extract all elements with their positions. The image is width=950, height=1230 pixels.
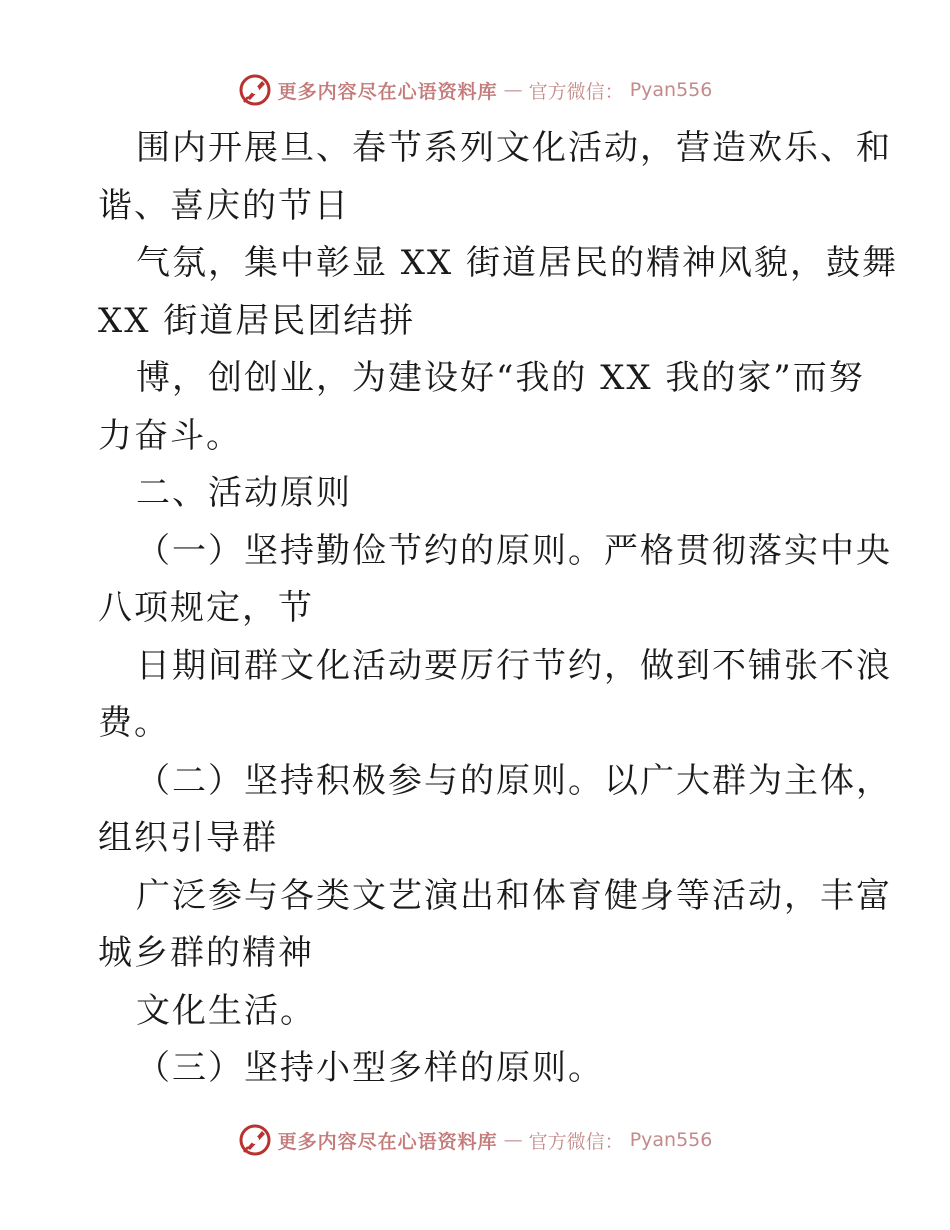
banner-wechat-id: Pyan556	[629, 79, 713, 101]
text-line: （二）坚持积极参与的原则。以广大群为主体，	[136, 760, 892, 801]
quill-pen-logo-icon	[238, 1123, 272, 1157]
text-line: 广泛参与各类文艺演出和体育健身等活动，丰富	[136, 875, 892, 916]
banner-wechat-id: Pyan556	[629, 1129, 713, 1151]
text-line: （一）坚持勤俭节约的原则。严格贯彻落实中央	[136, 530, 892, 571]
text-line: 组织引导群	[98, 818, 278, 858]
banner-main-text: 更多内容尽在心语资料库	[277, 1130, 498, 1153]
banner-sub-text: 官方微信：	[528, 1130, 624, 1153]
document-body	[98, 120, 899, 1098]
section-heading: 二、活动原则	[136, 473, 352, 513]
quill-pen-logo-icon	[238, 73, 272, 107]
banner-dash: —	[503, 1129, 523, 1151]
header-banner	[0, 70, 950, 110]
text-line: 八项规定，节	[98, 588, 314, 628]
text-line: 城乡群的精神	[98, 933, 314, 973]
text-line: 费。	[98, 703, 170, 743]
banner-main-text: 更多内容尽在心语资料库	[277, 80, 498, 103]
footer-banner	[0, 1120, 950, 1160]
banner-sub-text: 官方微信：	[528, 80, 624, 103]
text-line: 文化生活。	[136, 990, 316, 1031]
banner-dash: —	[503, 79, 523, 101]
text-line: XX 街道居民团结拼	[98, 300, 416, 341]
text-line: 日期间群文化活动要厉行节约，做到不铺张不浪	[136, 645, 892, 686]
text-line: 博，创创业，为建设好“我的 XX 我的家”而努	[136, 358, 865, 398]
text-line: 气氛，集中彰显 XX 街道居民的精神风貌，鼓舞	[136, 243, 899, 283]
text-line: 力奋斗。	[98, 415, 242, 456]
text-line: 谐、喜庆的节日	[98, 185, 350, 226]
text-line: （三）坚持小型多样的原则。	[136, 1048, 604, 1088]
text-line: 围内开展旦、春节系列文化活动，营造欢乐、和	[136, 128, 892, 168]
